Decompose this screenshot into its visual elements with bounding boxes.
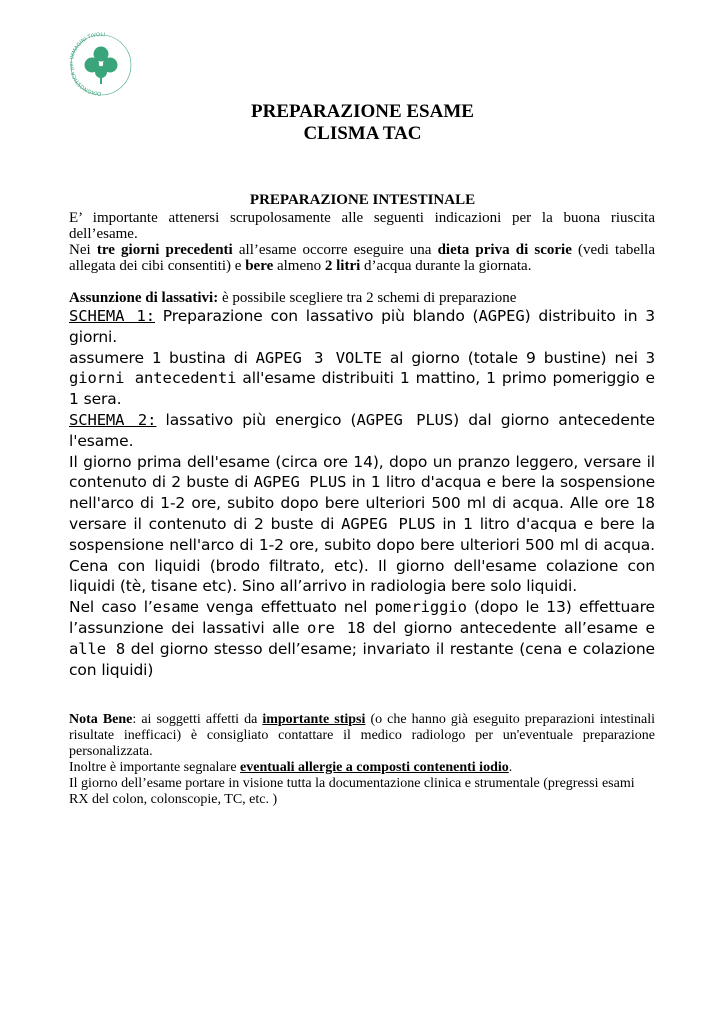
documentation-paragraph: Il giorno dell’esame portare in visione tutta la documentazione clinica e strumentale (pregressi esami RX del colon, colonscopie, TC, etc. ) [69,776,635,807]
schema1-paragraph: SCHEMA 1: Preparazione con lassativo più blando (AGPEG) distribuito in 3 giorni. [69,307,655,346]
clinic-logo [68,30,134,100]
section-heading: PREPARAZIONE INTESTINALE [249,192,476,208]
allergy-highlight: eventuali allergie a composti contenenti iodio [240,760,509,775]
nota-bene-block [69,712,655,808]
allergy-paragraph: Inoltre è importante segnalare eventuali allergie a composti contenenti iodio. [69,760,513,775]
afternoon-exam-paragraph: Nel caso l’esame venga effettuato nel pomeriggio (dopo le 13) effettuare l’assunzione dei lassativi alle ore 18 del giorno antecedente all’esame e alle 8 del giorno stesso dell’esame; invariato il restante (cena e colazione con liquidi) [69,598,655,679]
schema1-label: SCHEMA 1: [69,307,156,325]
nota-bene-label: Nota Bene [69,712,133,727]
intro-block [69,210,655,274]
schema2-instructions: Il giorno prima dell'esame (circa ore 14), dopo un pranzo leggero, versare il contenuto di 2 buste di AGPEG PLUS in 1 litro d'acqua e bere la sospensione nell'arco di 1-2 ore, subito dopo bere ulteriori 500 ml di acqua. Alle ore 18 versare il contenuto di 2 buste di AGPEG PLUS in 1 litro d'acqua e bere la sospensione nell'arco di 1-2 ore, subito dopo bere ulteriori 500 ml di acqua. Cena con liquidi (brodo filtrato, etc). Il giorno dell'esame colazione con liquidi (tè, tisane etc). Sino all’arrivo in radiologia bere solo liquidi. [69,452,656,596]
schema1-dosage: assumere 1 bustina di AGPEG 3 VOLTE al giorno (totale 9 bustine) nei 3 giorni antecedenti all'esame distribuiti 1 mattino, 1 primo pomeriggio e 1 sera. [69,348,655,409]
diet-paragraph: Nei tre giorni precedenti all’esame occorre eseguire una dieta priva di scorie (vedi tabella allegata dei cibi consentiti) e bere almeno 2 litri d’acqua durante la giornata. [69,242,656,274]
schema2-paragraph: SCHEMA 2: lassativo più energico (AGPEG PLUS) dal giorno antecedente l'esame. [69,410,655,450]
stipsi-highlight: importante stipsi [262,712,366,727]
logo-text: DIAGNOSTICA per IMMAGINI TIVOLI [69,31,106,97]
schema2-label: SCHEMA 2: [69,410,157,429]
schema-block [69,306,655,680]
page-title: PREPARAZIONE ESAME [251,101,474,122]
intro-paragraph: E’ importante attenersi scrupolosamente alle seguenti indicazioni per la buona riuscita dell’esame. [69,210,655,242]
lassativi-label: Assunzione di lassativi: [69,290,219,306]
nota-bene-paragraph: Nota Bene: ai soggetti affetti da importante stipsi (o che hanno già eseguito preparazioni intestinali risultate inefficaci) è consigliato contattare il medico radiologo per un'eventuale preparazione personalizzata. [69,712,655,759]
lassativi-line: Assunzione di lassativi: è possibile scegliere tra 2 schemi di preparazione [69,290,517,306]
page-subtitle: CLISMA TAC [303,123,422,144]
